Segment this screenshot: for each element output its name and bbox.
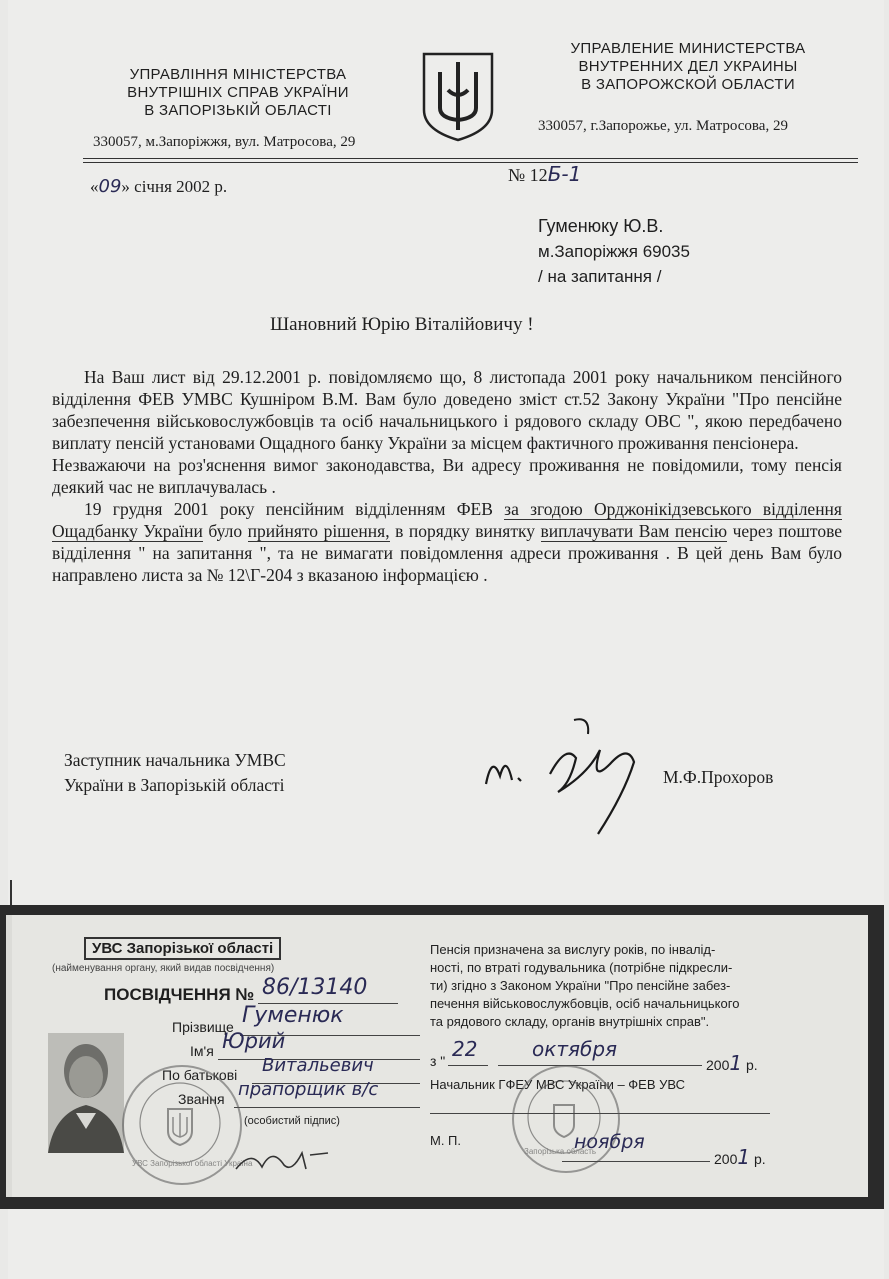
rank-line [234,1107,420,1108]
underline-decision: прийнято рішення, [247,521,390,541]
right-text-line-4: печення військовослужбовців, осіб начальницького [430,996,740,1011]
header-left-line3: В ЗАПОРІЗЬКІЙ ОБЛАСТІ [144,102,332,119]
underline-consent: за згодою Орджонікідзевського відділення Ощадбанку України [52,499,842,541]
rank-label: Звання [178,1091,225,1107]
card-date-day-line [448,1065,488,1066]
card-issuer-caption: (найменування органу, який видав посвідчення) [52,963,275,974]
recipient-name: Гуменюку Ю.В. [538,216,664,236]
surname-value: Гуменюк [242,1003,344,1028]
recipient-note: / на запитання / [538,267,662,286]
right-text-line-2: ності, по втраті годувальника (потрібне підкресли- [430,960,733,975]
handwritten-signature [478,714,658,844]
card-issuer-box: УВС Запорізької області [84,937,281,960]
card-date-day: 22 [452,1037,478,1061]
recipient-city: м.Запоріжжя 69035 [538,242,690,261]
header-left-line2: ВНУТРІШНІХ СПРАВ УКРАЇНИ [127,84,349,101]
header-right-line1: УПРАВЛЕНИЕ МИНИСТЕРСТВА [570,40,806,57]
right-text-line-1: Пенсія призначена за вислугу років, по інвалід- [430,942,716,957]
header-left-address: 330057, м.Запоріжжя, вул. Матросова, 29 [93,134,356,150]
card-date-open: з " [430,1053,446,1069]
header-left-line1: УПРАВЛІННЯ МІНІСТЕРСТВА [129,66,347,83]
letter-body [52,366,842,586]
date-line: «09» січня 2002 р. [90,176,228,197]
number-prefix: № 12 [508,165,548,185]
pension-id-card-inner [12,915,868,1197]
paragraph-3: 19 грудня 2001 року пенсійним відділенням ФЕВ за згодою Орджонікідзевського відділення Ощадбанку України було прийнято рішення, в порядку винятку виплачувати Вам пенсію через поштове відділення " на запитання ", та не вимагати повідомлення адреси проживання . В цей день Вам було направлено листа за № 12\Г-204 з вказаною інформацією . [52,499,843,585]
signature-caption: (особистий підпис) [244,1115,340,1127]
card-bottom-year: 2001 р. [714,1145,766,1169]
position-line-2: України в Запорізькій області [64,775,285,795]
card-photo [48,1033,124,1153]
date-day-handwritten: 09 [98,176,122,197]
number-line [508,162,581,186]
card-number: 86/13140 [262,975,368,1000]
card-stamp-right [512,1065,620,1173]
header-right [548,40,828,94]
salutation: Шановний Юрію Віталійовичу ! [270,314,534,335]
date-rest: січня 2002 р. [134,177,228,196]
trident-coat-of-arms-icon [418,50,498,142]
stamp-right-text: Запорізька область [524,1147,597,1156]
card-bottom-month: ноября [574,1131,645,1153]
mp-label: М. П. [430,1133,462,1148]
card-right-text [430,941,739,1031]
signature-position [64,748,286,798]
header-left [108,66,368,120]
patronymic-value: Витальевич [262,1055,374,1076]
card-date-year: 2001 р. [706,1051,758,1075]
pension-id-card [0,905,884,1209]
card-stamp-left [122,1065,253,1185]
paragraph-1: На Ваш лист від 29.12.2001 р. повідомляємо що, 8 листопада 2001 року начальником пенсійного відділення ФЕВ УМВС Кушніром В.М. Вам було доведено зміст ст.52 Закону України "Про пенсійне забезпечення військовослужбовців та осіб начальницького і рядового складу ОВС ", якою передбачено виплату пенсій установами Ощадного банку України за місцем фактичного проживання пенсіонера. [52,367,842,453]
card-title: ПОСВІДЧЕННЯ № [104,985,255,1004]
header-right-line3: В ЗАПОРОЖСКОЙ ОБЛАСТИ [581,76,795,93]
underline-pay-pension: виплачувати Вам пенсію [540,521,728,541]
card-bottom-date-line [562,1161,710,1162]
card-date-month: октября [532,1037,618,1061]
stamp-left-text: УВС Запорізької області Україна [132,1159,253,1168]
rank-value: прапорщик в/с [238,1079,379,1100]
name-value: Юрий [222,1029,286,1053]
header-right-address: 330057, г.Запорожье, ул. Матросова, 29 [538,118,788,134]
right-text-line-3: ти) згідно з Законом України "Про пенсійне забез- [430,978,731,993]
header-rule-bottom [83,162,858,163]
chief-label: Начальник ГФЕУ МВС України – ФЕВ УВС [430,1077,686,1092]
paragraph-2: Незважаючи на роз'яснення вимог законодавства, Ви адресу проживання не повідомили, тому пенсія деякий час не виплачувалась . [52,455,842,497]
surname-label: Прізвище [172,1019,234,1035]
patronymic-label: По батькові [162,1067,238,1083]
signatory-name: М.Ф.Прохоров [663,767,774,787]
right-text-line-5: та рядового складу, органів внутрішніх справ". [430,1014,710,1029]
recipient-block [538,214,690,289]
header-rule-top [83,158,858,159]
number-handwritten: Б-1 [547,162,582,186]
name-label: Ім'я [190,1043,214,1059]
header-right-line2: ВНУТРЕННИХ ДЕЛ УКРАИНЫ [578,58,798,75]
position-line-1: Заступник начальника УМВС [64,750,286,770]
